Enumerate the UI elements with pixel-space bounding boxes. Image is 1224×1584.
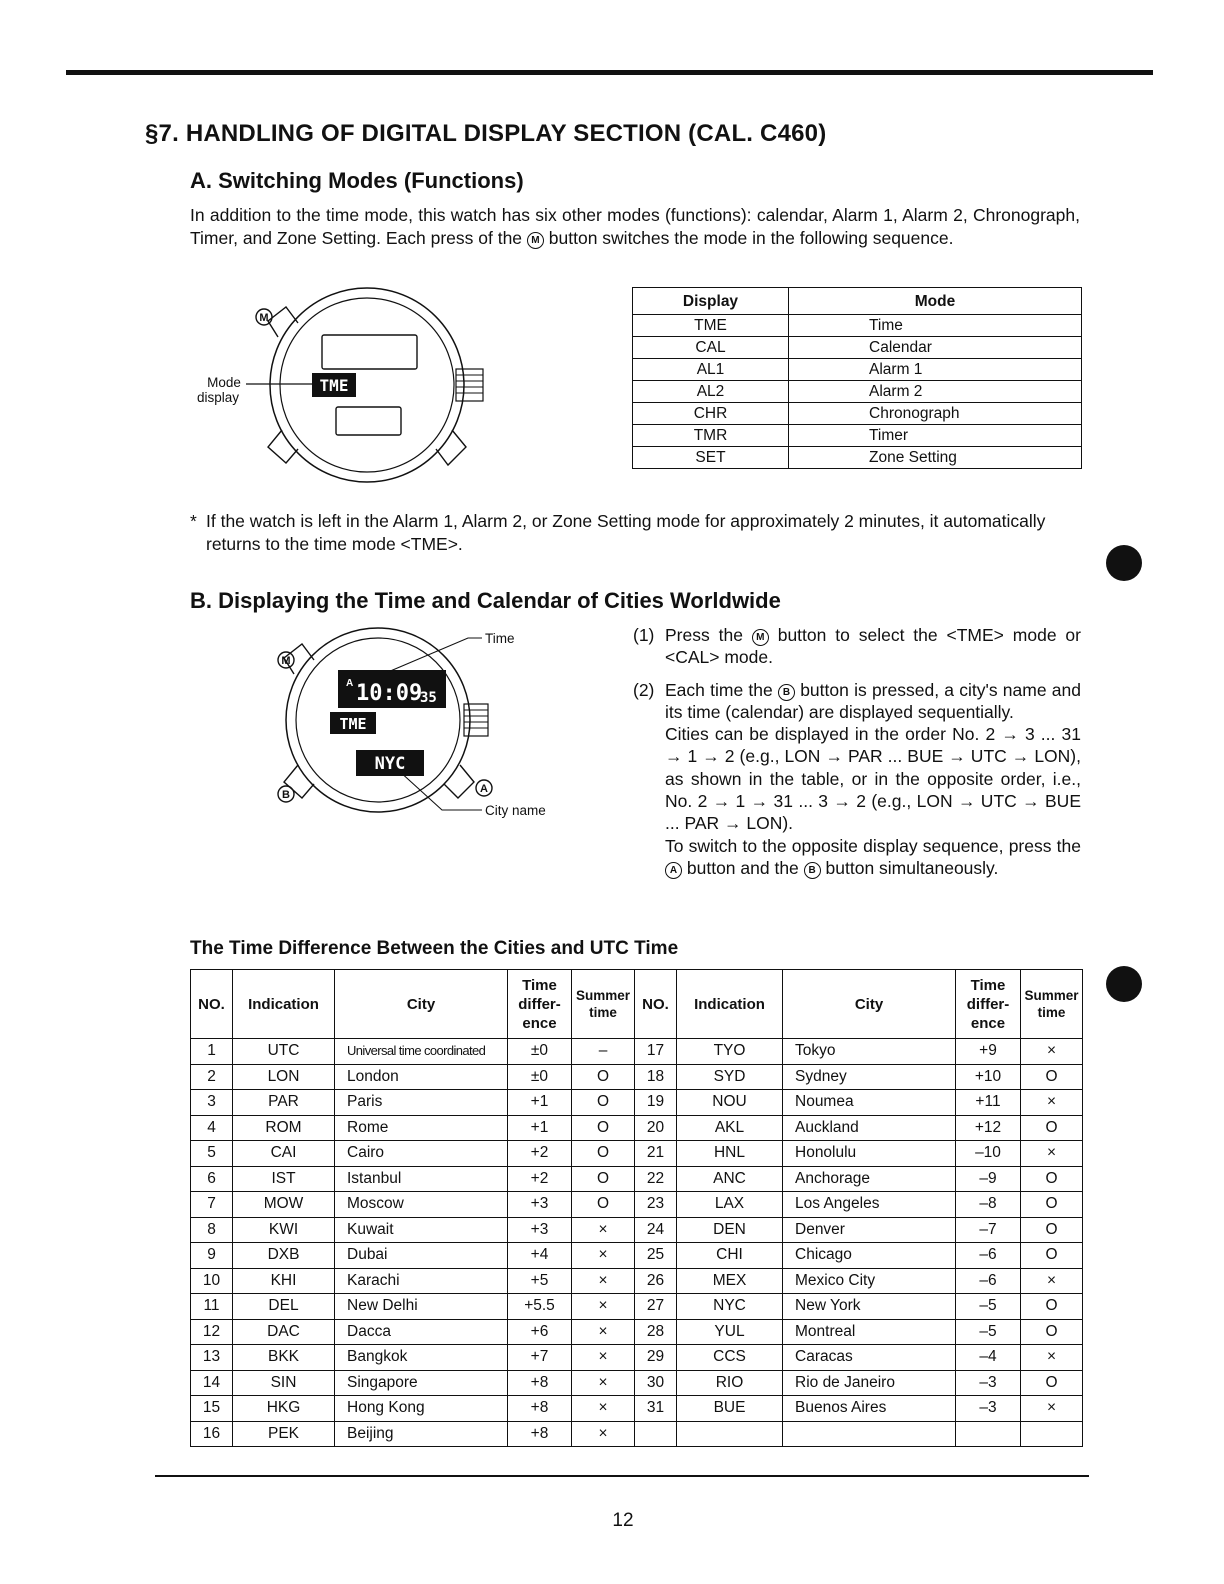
indication-cell: PEK: [233, 1421, 335, 1447]
indication-cell: [677, 1421, 783, 1447]
no-cell: 27: [635, 1294, 677, 1320]
table-row: [633, 337, 1082, 359]
summer-time-cell: ×: [572, 1217, 635, 1243]
time-difference-cell: –6: [956, 1268, 1021, 1294]
time-difference-cell: +2: [508, 1166, 572, 1192]
m-button-label: M: [281, 655, 291, 667]
table-row: [191, 1090, 1083, 1116]
indication-cell: YUL: [677, 1319, 783, 1345]
page-number: 12: [612, 1510, 634, 1531]
time-difference-cell: +2: [508, 1141, 572, 1167]
lcd-time: 10:09: [356, 681, 423, 706]
time-difference-cell: –4: [956, 1345, 1021, 1371]
summer-time-cell: ×: [572, 1421, 635, 1447]
summer-time-cell: ×: [572, 1294, 635, 1320]
alarm-indicator: A: [346, 678, 354, 689]
subsection-b-title: B. Displaying the Time and Calendar of Cities Worldwide: [190, 588, 781, 613]
city-cell: Tokyo: [783, 1039, 956, 1065]
mode-lcd-text: TME: [319, 376, 349, 395]
time-difference-cell: +4: [508, 1243, 572, 1269]
no-cell: 31: [635, 1396, 677, 1422]
time-difference-cell: +8: [508, 1421, 572, 1447]
mode-cell: Alarm 1: [789, 359, 1082, 381]
time-difference-cell: +8: [508, 1396, 572, 1422]
city-cell: Singapore: [335, 1370, 508, 1396]
mode-table: [632, 287, 1082, 469]
city-cell: Caracas: [783, 1345, 956, 1371]
indication-cell: AKL: [677, 1115, 783, 1141]
column-header-mode: Mode: [789, 288, 1082, 315]
indication-cell: DEL: [233, 1294, 335, 1320]
a-button-label: A: [480, 783, 488, 795]
column-header-indication: Indication: [677, 970, 783, 1039]
subsection-a-title: A. Switching Modes (Functions): [190, 168, 524, 193]
city-cell: [783, 1421, 956, 1447]
no-cell: 13: [191, 1345, 233, 1371]
section-title: §7. HANDLING OF DIGITAL DISPLAY SECTION (CAL. C460): [145, 120, 827, 147]
summer-time-cell: O: [572, 1141, 635, 1167]
city-cell: Rio de Janeiro: [783, 1370, 956, 1396]
column-header-city: City: [335, 970, 508, 1039]
city-cell: Auckland: [783, 1115, 956, 1141]
margin-dot: [1106, 966, 1142, 1002]
summer-time-cell: ×: [572, 1268, 635, 1294]
indication-cell: SYD: [677, 1064, 783, 1090]
time-difference-cell: +5: [508, 1268, 572, 1294]
city-name-callout-label: City name: [485, 803, 546, 818]
indication-cell: IST: [233, 1166, 335, 1192]
table-header-row: [633, 288, 1082, 315]
time-difference-cell: +12: [956, 1115, 1021, 1141]
display-cell: SET: [633, 447, 789, 469]
summer-time-cell: ×: [1021, 1396, 1083, 1422]
table-row: [191, 1217, 1083, 1243]
city-cell: Moscow: [335, 1192, 508, 1218]
city-cell: Universal time coordinated: [335, 1039, 508, 1065]
display-label: display: [196, 390, 240, 405]
time-difference-cell: +9: [956, 1039, 1021, 1065]
no-cell: 23: [635, 1192, 677, 1218]
mode-cell: Calendar: [789, 337, 1082, 359]
no-cell: 20: [635, 1115, 677, 1141]
no-cell: 2: [191, 1064, 233, 1090]
mode-cell: Zone Setting: [789, 447, 1082, 469]
summer-time-cell: O: [1021, 1217, 1083, 1243]
city-table-title: The Time Difference Between the Cities and UTC Time: [190, 938, 679, 959]
no-cell: 15: [191, 1396, 233, 1422]
display-cell: TME: [633, 315, 789, 337]
city-cell: Dubai: [335, 1243, 508, 1269]
summer-time-cell: O: [572, 1064, 635, 1090]
city-cell: Dacca: [335, 1319, 508, 1345]
time-difference-cell: –5: [956, 1294, 1021, 1320]
table-row: [191, 1115, 1083, 1141]
indication-cell: ANC: [677, 1166, 783, 1192]
table-row: [191, 1294, 1083, 1320]
city-cell: New Delhi: [335, 1294, 508, 1320]
display-cell: CHR: [633, 403, 789, 425]
no-cell: 16: [191, 1421, 233, 1447]
display-cell: AL2: [633, 381, 789, 403]
summer-time-cell: O: [572, 1090, 635, 1116]
summer-time-cell: O: [1021, 1294, 1083, 1320]
indication-cell: TYO: [677, 1039, 783, 1065]
m-button-icon: M: [752, 629, 769, 646]
city-cell: Cairo: [335, 1141, 508, 1167]
watch-world-time-figure: [268, 620, 568, 830]
city-cell: Los Angeles: [783, 1192, 956, 1218]
b-button-label: B: [282, 789, 290, 801]
table-row: [633, 381, 1082, 403]
display-cell: CAL: [633, 337, 789, 359]
indication-cell: BUE: [677, 1396, 783, 1422]
no-cell: 6: [191, 1166, 233, 1192]
indication-cell: KHI: [233, 1268, 335, 1294]
no-cell: 19: [635, 1090, 677, 1116]
no-cell: 30: [635, 1370, 677, 1396]
mode-label: Mode: [207, 375, 241, 390]
city-cell: Denver: [783, 1217, 956, 1243]
no-cell: 1: [191, 1039, 233, 1065]
city-cell: Mexico City: [783, 1268, 956, 1294]
table-row: [191, 1268, 1083, 1294]
auto-return-note: [190, 510, 1080, 556]
table-row: [191, 1243, 1083, 1269]
indication-cell: BKK: [233, 1345, 335, 1371]
city-cell: Montreal: [783, 1319, 956, 1345]
table-row: [191, 1141, 1083, 1167]
indication-cell: NYC: [677, 1294, 783, 1320]
no-cell: 24: [635, 1217, 677, 1243]
table-row: [633, 447, 1082, 469]
table-row: [633, 425, 1082, 447]
no-cell: 12: [191, 1319, 233, 1345]
m-button-icon: M: [527, 232, 544, 249]
time-difference-cell: +5.5: [508, 1294, 572, 1320]
indication-cell: CCS: [677, 1345, 783, 1371]
time-difference-cell: [956, 1421, 1021, 1447]
table-row: [191, 1345, 1083, 1371]
summer-time-cell: O: [1021, 1115, 1083, 1141]
summer-time-cell: ×: [572, 1243, 635, 1269]
indication-cell: MEX: [677, 1268, 783, 1294]
city-cell: Honolulu: [783, 1141, 956, 1167]
mode-cell: Alarm 2: [789, 381, 1082, 403]
summer-time-cell: O: [572, 1115, 635, 1141]
summer-time-cell: O: [1021, 1064, 1083, 1090]
time-difference-cell: +3: [508, 1217, 572, 1243]
no-cell: 8: [191, 1217, 233, 1243]
column-header-no: NO.: [635, 970, 677, 1039]
summer-time-cell: [1021, 1421, 1083, 1447]
no-cell: [635, 1421, 677, 1447]
city-cell: Anchorage: [783, 1166, 956, 1192]
column-header-no: NO.: [191, 970, 233, 1039]
table-row: [191, 1039, 1083, 1065]
no-cell: 17: [635, 1039, 677, 1065]
city-cell: Buenos Aires: [783, 1396, 956, 1422]
table-row: [191, 1064, 1083, 1090]
no-cell: 4: [191, 1115, 233, 1141]
summer-time-cell: ×: [572, 1345, 635, 1371]
time-difference-cell: +6: [508, 1319, 572, 1345]
time-difference-cell: ±0: [508, 1039, 572, 1065]
no-cell: 5: [191, 1141, 233, 1167]
note-text: If the watch is left in the Alarm 1, Alarm 2, or Zone Setting mode for approximately 2 minutes, it automatically returns to the time mode <TME>.: [206, 511, 1046, 554]
indication-cell: LON: [233, 1064, 335, 1090]
summer-time-cell: O: [1021, 1370, 1083, 1396]
time-difference-cell: –3: [956, 1370, 1021, 1396]
indication-cell: PAR: [233, 1090, 335, 1116]
indication-cell: NOU: [677, 1090, 783, 1116]
summer-time-cell: O: [1021, 1192, 1083, 1218]
no-cell: 14: [191, 1370, 233, 1396]
b-button-icon: B: [778, 684, 795, 701]
no-cell: 3: [191, 1090, 233, 1116]
summer-time-cell: ×: [572, 1319, 635, 1345]
no-cell: 26: [635, 1268, 677, 1294]
summer-time-cell: O: [1021, 1319, 1083, 1345]
city-cell: Karachi: [335, 1268, 508, 1294]
time-difference-cell: +7: [508, 1345, 572, 1371]
summer-time-cell: ×: [1021, 1268, 1083, 1294]
time-difference-cell: +1: [508, 1115, 572, 1141]
city-cell: London: [335, 1064, 508, 1090]
indication-cell: DXB: [233, 1243, 335, 1269]
indication-cell: KWI: [233, 1217, 335, 1243]
table-row: [191, 1192, 1083, 1218]
lcd-mode-text: TME: [339, 715, 367, 733]
indication-cell: CHI: [677, 1243, 783, 1269]
city-cell: Sydney: [783, 1064, 956, 1090]
time-difference-cell: –6: [956, 1243, 1021, 1269]
step-number: (1): [633, 625, 655, 645]
time-difference-cell: +8: [508, 1370, 572, 1396]
time-difference-cell: +10: [956, 1064, 1021, 1090]
column-header-summer-time: Summer time: [572, 970, 635, 1039]
summer-time-cell: ×: [1021, 1345, 1083, 1371]
b-button-icon: B: [804, 862, 821, 879]
a-button-icon: A: [665, 862, 682, 879]
time-difference-cell: –3: [956, 1396, 1021, 1422]
no-cell: 25: [635, 1243, 677, 1269]
mode-cell: Chronograph: [789, 403, 1082, 425]
mode-cell: Time: [789, 315, 1082, 337]
table-row: [191, 1370, 1083, 1396]
indication-cell: UTC: [233, 1039, 335, 1065]
time-difference-cell: –9: [956, 1166, 1021, 1192]
summer-time-cell: ×: [1021, 1090, 1083, 1116]
summer-time-cell: ×: [1021, 1039, 1083, 1065]
summer-time-cell: ×: [1021, 1141, 1083, 1167]
time-callout-label: Time: [485, 631, 515, 646]
no-cell: 22: [635, 1166, 677, 1192]
time-difference-cell: +1: [508, 1090, 572, 1116]
summer-time-cell: ×: [572, 1370, 635, 1396]
no-cell: 18: [635, 1064, 677, 1090]
no-cell: 21: [635, 1141, 677, 1167]
top-rule: [66, 70, 1153, 75]
no-cell: 28: [635, 1319, 677, 1345]
mode-cell: Timer: [789, 425, 1082, 447]
indication-cell: LAX: [677, 1192, 783, 1218]
column-header-time-difference: Time differ- ence: [508, 970, 572, 1039]
column-header-time-difference: Time differ- ence: [956, 970, 1021, 1039]
indication-cell: CAI: [233, 1141, 335, 1167]
city-cell: Hong Kong: [335, 1396, 508, 1422]
instruction-steps: [633, 624, 1081, 889]
table-row: [191, 1421, 1083, 1447]
city-cell: Noumea: [783, 1090, 956, 1116]
summer-time-cell: –: [572, 1039, 635, 1065]
display-cell: AL1: [633, 359, 789, 381]
time-difference-cell: –8: [956, 1192, 1021, 1218]
indication-cell: SIN: [233, 1370, 335, 1396]
time-difference-cell: ±0: [508, 1064, 572, 1090]
indication-cell: HKG: [233, 1396, 335, 1422]
city-cell: Beijing: [335, 1421, 508, 1447]
summer-time-cell: O: [572, 1166, 635, 1192]
time-difference-cell: –7: [956, 1217, 1021, 1243]
step-1: (1) Press the M button to select the <TME> mode or <CAL> mode.: [633, 625, 1081, 668]
city-cell: Bangkok: [335, 1345, 508, 1371]
subsection-a-paragraph: In addition to the time mode, this watch has six other modes (functions): calendar, Alarm 1, Alarm 2, Chronograph, Timer, and Zone Setting. Each press of the M button switches the mode in the following sequence.: [190, 205, 1080, 248]
indication-cell: MOW: [233, 1192, 335, 1218]
lcd-seconds: 35: [420, 690, 437, 706]
indication-cell: RIO: [677, 1370, 783, 1396]
summer-time-cell: O: [1021, 1243, 1083, 1269]
table-row: [191, 1319, 1083, 1345]
no-cell: 11: [191, 1294, 233, 1320]
table-row: [633, 359, 1082, 381]
indication-cell: ROM: [233, 1115, 335, 1141]
city-cell: Paris: [335, 1090, 508, 1116]
indication-cell: DEN: [677, 1217, 783, 1243]
watch-mode-display-figure: [190, 285, 500, 505]
no-cell: 29: [635, 1345, 677, 1371]
column-header-summer-time: Summer time: [1021, 970, 1083, 1039]
indication-cell: DAC: [233, 1319, 335, 1345]
lcd-city-text: NYC: [374, 754, 406, 774]
table-header-row: [191, 970, 1083, 1039]
display-cell: TMR: [633, 425, 789, 447]
no-cell: 9: [191, 1243, 233, 1269]
no-cell: 7: [191, 1192, 233, 1218]
table-row: [633, 403, 1082, 425]
time-difference-cell: –10: [956, 1141, 1021, 1167]
table-row: [633, 315, 1082, 337]
indication-cell: HNL: [677, 1141, 783, 1167]
no-cell: 10: [191, 1268, 233, 1294]
summer-time-cell: ×: [572, 1396, 635, 1422]
column-header-display: Display: [633, 288, 789, 315]
city-cell: Chicago: [783, 1243, 956, 1269]
note-asterisk: *: [190, 511, 197, 531]
city-cell: Istanbul: [335, 1166, 508, 1192]
step-2: (2) Each time the B button is pressed, a city's name and its time (calendar) are displayed sequentially. Cities can be displayed in the order No. 2 → 3 ... 31 → 1 → 2 (e.g., LON → PAR ... BUE → UTC → LON), as shown in the table, or in the opposite order, i.e., No. 2 → 1 → 31 ... 3 → 2 (e.g., LON → UTC → BUE ... PAR → LON). To switch to the opposite display sequence, press the A button and the B button simultaneously.: [633, 679, 1082, 878]
city-time-table: [190, 969, 1083, 1447]
margin-dot: [1106, 545, 1142, 581]
summer-time-cell: O: [572, 1192, 635, 1218]
time-difference-cell: +11: [956, 1090, 1021, 1116]
column-header-indication: Indication: [233, 970, 335, 1039]
bottom-rule: [155, 1475, 1089, 1477]
column-header-city: City: [783, 970, 956, 1039]
order-text: Cities can be displayed in the order No. 2 → 3 ... 31 → 1 → 2 (e.g., LON → PAR ... BUE → UTC → LON), as shown in the table, or in the opposite order, i.e., No. 2 → 1 → 31 ... 3 → 2 (e.g., LON → UTC → BUE ... PAR → LON).: [665, 724, 1081, 834]
city-cell: Rome: [335, 1115, 508, 1141]
table-row: [191, 1166, 1083, 1192]
time-difference-cell: +3: [508, 1192, 572, 1218]
city-cell: New York: [783, 1294, 956, 1320]
m-button-label: M: [259, 312, 269, 324]
time-difference-cell: –5: [956, 1319, 1021, 1345]
summer-time-cell: O: [1021, 1166, 1083, 1192]
table-row: [191, 1396, 1083, 1422]
step-number: (2): [633, 679, 655, 700]
city-cell: Kuwait: [335, 1217, 508, 1243]
